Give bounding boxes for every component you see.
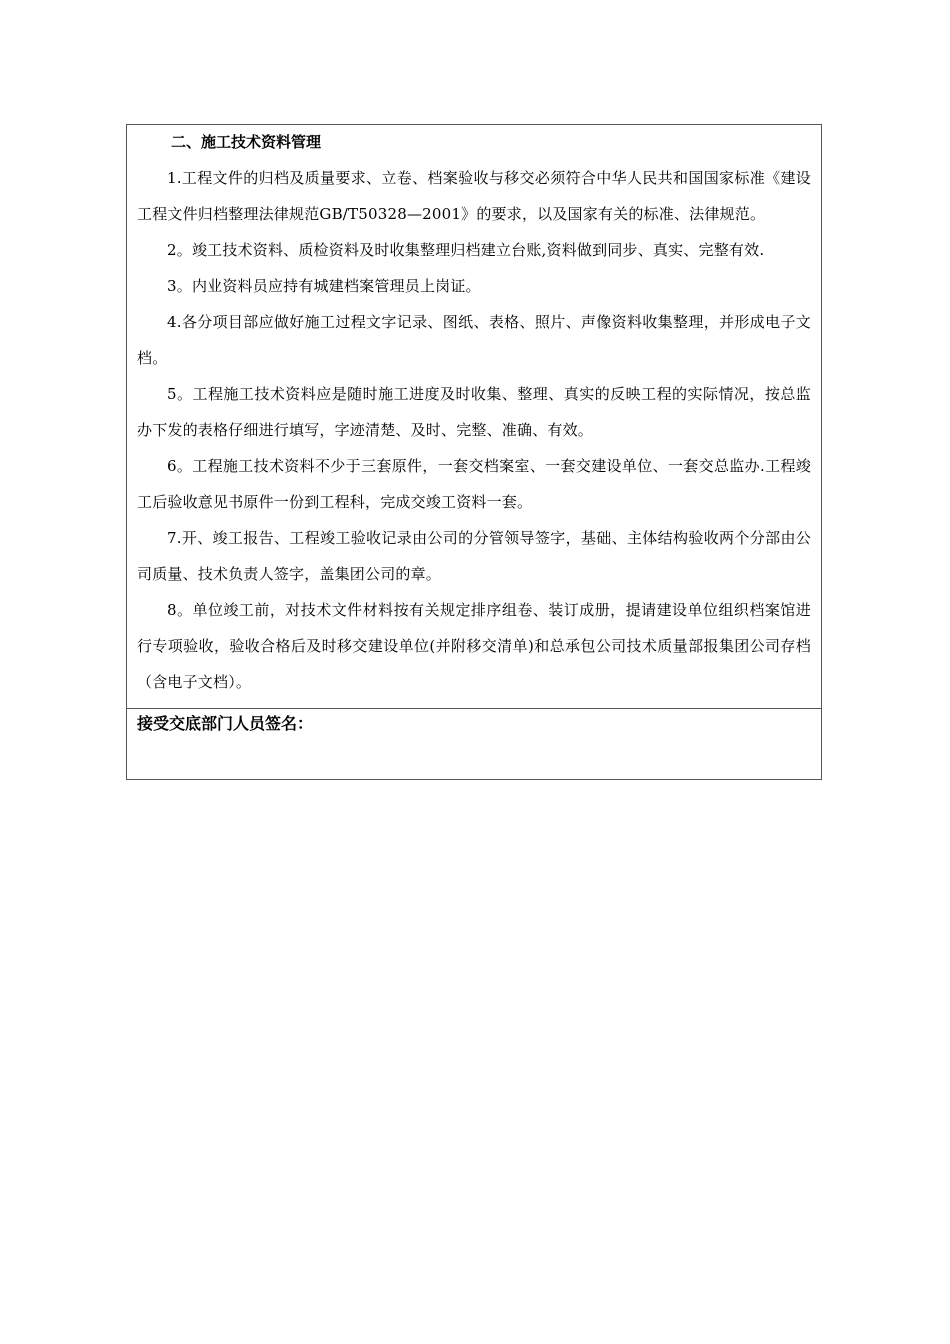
paragraph-4: 4.各分项目部应做好施工过程文字记录、图纸、表格、照片、声像资料收集整理，并形成电子文档。 (137, 313, 811, 367)
paragraph-6: 6。工程施工技术资料不少于三套原件，一套交档案室、一套交建设单位、一套交总监办.工程竣工后验收意见书原件一份到工程科，完成交竣工资料一套。 (137, 457, 811, 511)
document-table (126, 124, 822, 780)
paragraph-5: 5。工程施工技术资料应是随时施工进度及时收集、整理、真实的反映工程的实际情况，按总监办下发的表格仔细进行填写，字迹清楚、及时、完整、准确、有效。 (137, 385, 811, 439)
paragraph-1: 1.工程文件的归档及质量要求、立卷、档案验收与移交必须符合中华人民共和国国家标准《建设工程文件归档整理法律规范GB/T50328—2001》的要求，以及国家有关的标准、法律规范。 (137, 169, 811, 223)
signature-cell (127, 709, 821, 779)
paragraph-3: 3。内业资料员应持有城建档案管理员上岗证。 (167, 277, 481, 295)
content-cell (127, 125, 821, 709)
paragraph-8: 8。单位竣工前，对技术文件材料按有关规定排序组卷、装订成册，提请建设单位组织档案馆进行专项验收，验收合格后及时移交建设单位(并附移交清单)和总承包公司技术质量部报集团公司存档（含电子文档）。 (137, 601, 811, 691)
paragraph-7: 7.开、竣工报告、工程竣工验收记录由公司的分管领导签字，基础、主体结构验收两个分部由公司质量、技术负责人签字，盖集团公司的章。 (137, 529, 811, 583)
signature-label: 接受交底部门人员签名： (137, 714, 314, 733)
paragraph-2: 2。竣工技术资料、质检资料及时收集整理归档建立台账,资料做到同步、真实、完整有效. (167, 241, 765, 259)
section-heading: 二、施工技术资料管理 (171, 133, 322, 151)
